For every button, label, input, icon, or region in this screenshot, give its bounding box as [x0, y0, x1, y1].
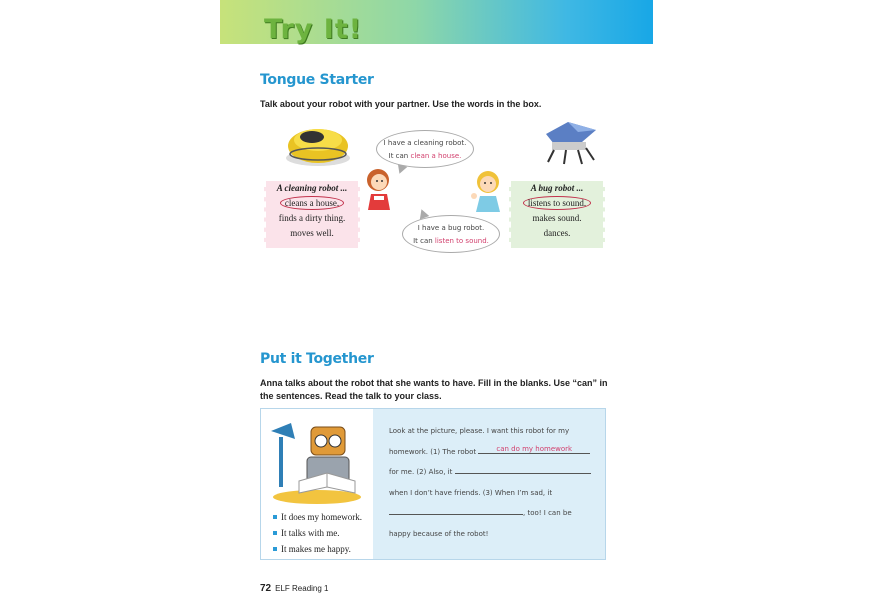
boy-image [468, 168, 506, 212]
story-line-2 [389, 444, 599, 465]
book-title: ELF Reading 1 [275, 584, 329, 593]
cleaning-word-3: moves well. [290, 228, 334, 238]
story-line-3-text: for me. (2) Also, it [389, 468, 453, 476]
bubble-1-line-1: I have a cleaning robot. [383, 139, 467, 147]
cleaning-word-1: cleans a house. [280, 196, 344, 210]
bug-robot-image [538, 118, 604, 170]
page-footer [260, 583, 329, 594]
story-line-5-text: , too! I can be [523, 509, 572, 517]
bullet-square-icon [273, 515, 277, 519]
fill-in-story [389, 423, 599, 546]
list-item [273, 509, 362, 525]
textbook-page [220, 0, 653, 612]
girl-image [362, 166, 396, 210]
bug-word-3: dances. [543, 228, 571, 238]
cleaning-robot-image [282, 118, 354, 170]
bubble-1-highlight: clean a house. [410, 152, 462, 160]
bullet-square-icon [273, 547, 277, 551]
bubble-2-highlight: listen to sound. [434, 237, 489, 245]
page-title: Try It! [264, 14, 363, 45]
bubble-2-line-1: I have a bug robot. [417, 224, 485, 232]
bullet-text: It talks with me. [281, 528, 340, 538]
story-line-6: happy because of the robot! [389, 529, 489, 538]
story-line-4: when I don’t have friends. (3) When I’m sad, it [389, 488, 553, 497]
cleaning-robot-word-box [264, 181, 360, 248]
list-item [273, 541, 362, 557]
tongue-starter-instruction: Talk about your robot with your partner. Use the words in the box. [260, 99, 542, 109]
bullet-text: It does my homework. [281, 512, 362, 522]
bug-robot-word-box [509, 181, 605, 248]
speech-bubble-girl [376, 130, 474, 168]
homework-robot-image [269, 417, 367, 505]
blank-1-input[interactable] [478, 444, 590, 454]
blank-3-input[interactable] [389, 505, 523, 515]
bullet-text: It makes me happy. [281, 544, 351, 554]
bullet-square-icon [273, 531, 277, 535]
speech-bubble-boy [402, 215, 500, 253]
bug-word-2: makes sound. [532, 213, 582, 223]
robot-features-list [273, 509, 362, 557]
cleaning-word-2: finds a dirty thing. [278, 213, 346, 223]
page-number: 72 [260, 583, 272, 594]
bubble-2-prefix: It can [413, 237, 435, 245]
bug-word-1: listens to sound. [523, 196, 591, 210]
put-it-together-instruction-2: the sentences. Read the talk to your class. [260, 391, 442, 401]
list-item [273, 525, 362, 541]
tongue-starter-title: Tongue Starter [260, 72, 374, 88]
story-line-5 [389, 505, 599, 526]
put-it-together-title: Put it Together [260, 351, 374, 367]
robot-picture-panel [261, 409, 373, 559]
blank-2-input[interactable] [455, 464, 591, 474]
story-line-1: Look at the picture, please. I want this robot for my [389, 427, 570, 435]
put-it-together-instruction-1: Anna talks about the robot that she wants to have. Fill in the blanks. Use “can” in [260, 378, 608, 388]
fill-in-box [260, 408, 606, 560]
story-line-2-text: homework. (1) The robot [389, 447, 477, 456]
blank-1-answer: can do my homework [496, 444, 573, 453]
cleaning-box-title: A cleaning robot ... [276, 183, 348, 193]
bug-box-title: A bug robot ... [530, 183, 584, 193]
bubble-1-prefix: It can [388, 152, 411, 160]
story-line-3 [389, 464, 599, 485]
